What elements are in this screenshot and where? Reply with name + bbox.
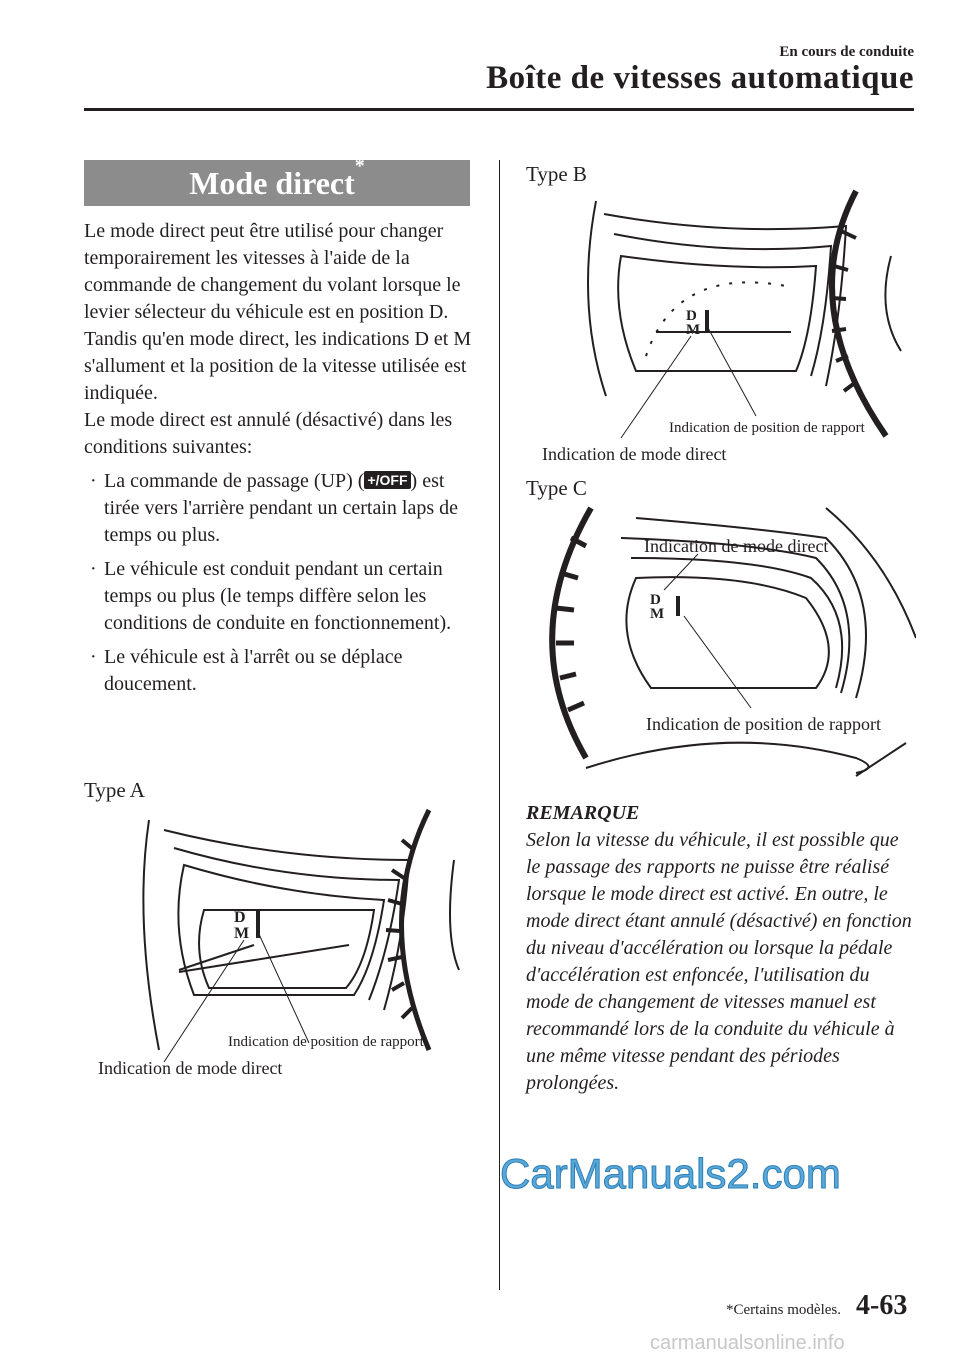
remark-title: REMARQUE xyxy=(526,802,640,824)
bullet-item xyxy=(84,556,474,637)
mode-direct-banner xyxy=(84,155,470,206)
header-rule xyxy=(84,108,914,111)
bullet-dot-icon: · xyxy=(90,646,97,668)
type-a-figure xyxy=(84,800,484,1090)
bullet-1-before: La commande de passage (UP) ( xyxy=(104,470,365,492)
type-b-direct-callout: Indication de mode direct xyxy=(542,444,727,464)
bullet-dot-icon: · xyxy=(90,470,97,492)
chapter-title: Boîte de vitesses automatique xyxy=(486,60,914,96)
intro-paragraph-3: Le mode direct est annulé (désactivé) dans les conditions suivantes: xyxy=(84,409,453,458)
type-c-figure xyxy=(526,498,916,788)
bullet-dot-icon: · xyxy=(90,558,97,580)
column-divider xyxy=(499,160,500,1290)
type-a-m-indicator: M xyxy=(234,925,250,942)
site-footer: carmanualsonline.info xyxy=(650,1332,845,1354)
intro-paragraph-2: Tandis qu'en mode direct, les indications D et M s'allument et la position de la vitesse utilisée est indiquée. xyxy=(84,328,472,404)
banner-asterisk: * xyxy=(354,155,365,177)
banner-title: Mode direct xyxy=(189,165,355,201)
type-c-d-indicator: D xyxy=(650,592,661,608)
watermark-logo: CarManuals2.com xyxy=(500,1150,841,1197)
page-number: 4-63 xyxy=(856,1290,908,1321)
type-c-label: Type C xyxy=(526,476,587,500)
type-b-m-indicator: M xyxy=(686,322,701,338)
type-a-gear-callout: Indication de position de rapport xyxy=(228,1034,424,1050)
body-text xyxy=(84,218,474,698)
type-a-d-indicator: D xyxy=(234,909,246,926)
bullet-3-text: Le véhicule est à l'arrêt ou se déplace doucement. xyxy=(104,646,403,695)
remark-text: Selon la vitesse du véhicule, il est possible que le passage des rapports ne puisse être réalisé lorsque le mode direct est activé. En outre, le mode direct étant annulé (désactivé) en fonction du niveau d'accélération ou lorsque la pédale d'accélération est enfoncée, l'utilisation du mode de changement de vitesses manuel est recommandé lors de la conduite du véhicule à une même vitesse pendant des périodes prolongées. xyxy=(526,829,912,1094)
bullet-item xyxy=(84,468,474,549)
type-c-direct-callout: Indication de mode direct xyxy=(644,536,829,556)
type-b-label: Type B xyxy=(526,162,587,186)
intro-paragraph-1: Le mode direct peut être utilisé pour changer temporairement les vitesses à l'aide de la commande de changement du volant lorsque le levier sélecteur du véhicule est en position D. xyxy=(84,220,461,323)
section-title: En cours de conduite xyxy=(779,44,914,60)
bullet-2-text: Le véhicule est conduit pendant un certain temps ou plus (le temps diffère selon les conditions de conduite en fonctionnement). xyxy=(104,558,452,634)
remark-note xyxy=(526,800,916,1097)
footnote: *Certains modèles. xyxy=(726,1302,841,1318)
plus-off-switch-icon: +/OFF xyxy=(364,471,410,489)
type-c-m-indicator: M xyxy=(650,606,665,622)
type-b-figure xyxy=(526,186,916,466)
type-b-d-indicator: D xyxy=(686,308,697,324)
type-b-gear-callout: Indication de position de rapport xyxy=(669,420,865,436)
bullet-1-after: ) est tirée vers l'arrière pendant un certain laps de temps ou plus. xyxy=(104,470,458,546)
type-c-gear-callout: Indication de position de rapport xyxy=(646,714,881,734)
type-a-label: Type A xyxy=(84,778,145,802)
bullet-item xyxy=(84,644,474,698)
type-a-direct-callout: Indication de mode direct xyxy=(98,1058,283,1078)
